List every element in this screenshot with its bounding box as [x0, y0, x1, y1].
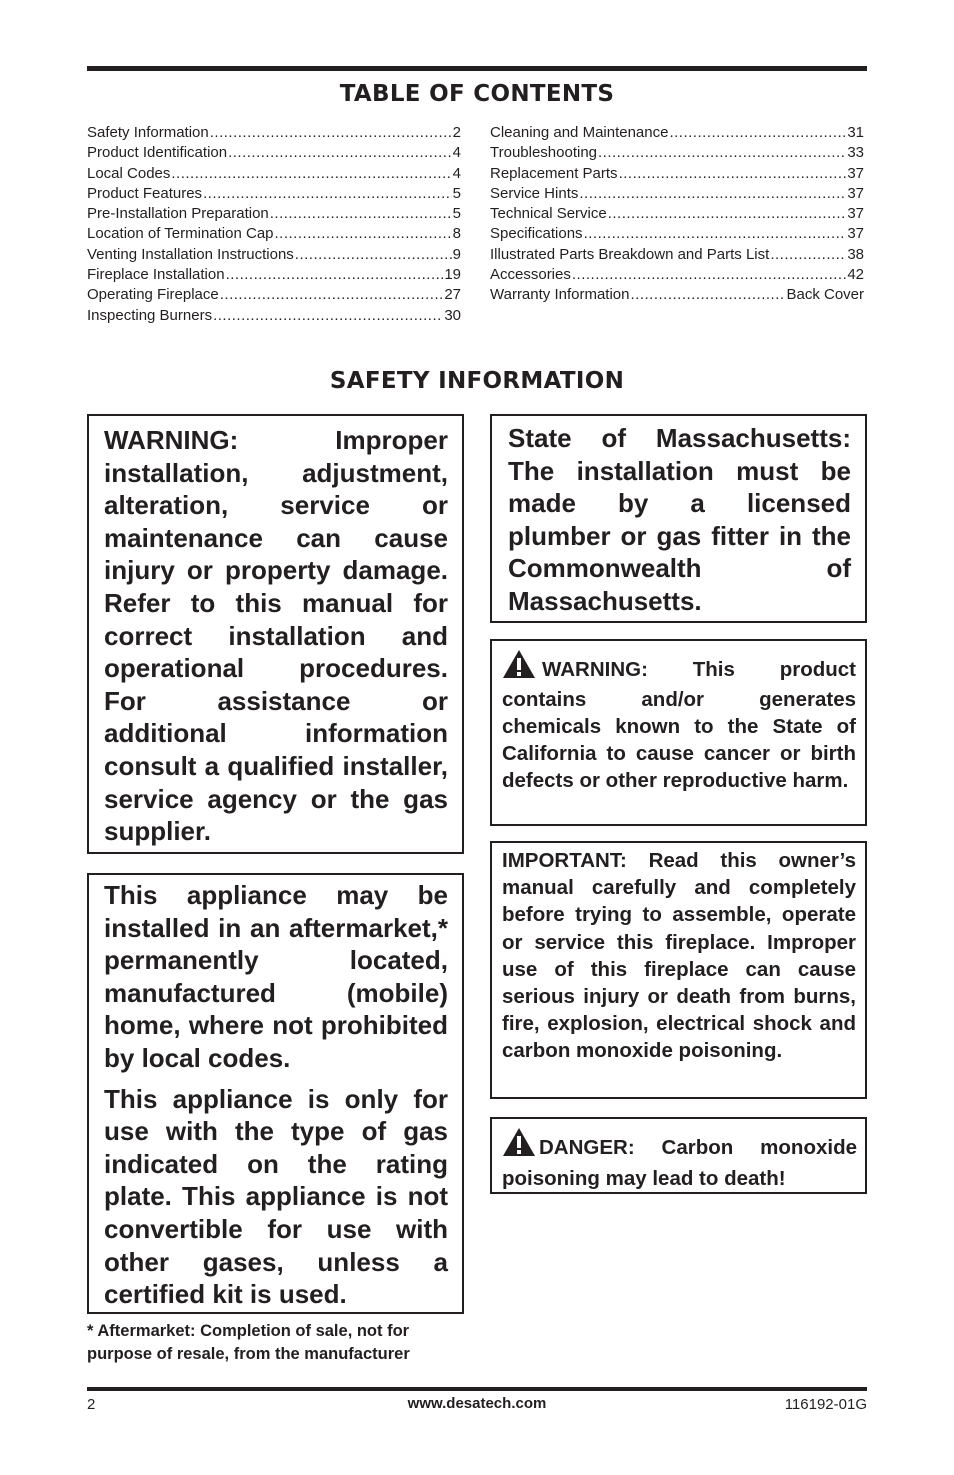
toc-entry: [87, 285, 461, 305]
toc-entry-page: 30: [444, 306, 461, 324]
toc-leader-dots: [171, 164, 451, 184]
toc-entry: [490, 285, 864, 305]
toc-entry-title: Service Hints: [490, 184, 579, 202]
danger-box: [490, 1117, 867, 1194]
bottom-rule: [87, 1387, 867, 1391]
toc-entry-page: 5: [452, 205, 461, 223]
toc-leader-dots: [275, 224, 452, 244]
toc-leader-dots: [572, 265, 846, 285]
toc-entry: [87, 204, 461, 224]
toc-right-column: [490, 123, 864, 306]
toc-leader-dots: [584, 224, 847, 244]
toc-entry-page: 19: [444, 266, 461, 284]
toc-entry-title: Venting Installation Instructions: [87, 245, 294, 263]
toc-entry-title: Safety Information: [87, 124, 209, 141]
gas-type-text: This appliance is only for use with the type of gas indicated on the rating plate. This appliance is not convertible for use with other gases, unless a certified kit is used.: [104, 1083, 448, 1310]
toc-entry: [490, 245, 864, 265]
toc-entry-title: Fireplace Installation: [87, 266, 225, 284]
toc-entry: [87, 143, 461, 163]
toc-entry-page: 5: [452, 184, 461, 202]
toc-entry-page: 38: [847, 245, 864, 263]
toc-entry-title: Troubleshooting: [490, 144, 598, 162]
toc-leader-dots: [203, 184, 452, 204]
toc-entry-title: Replacement Parts: [490, 164, 618, 182]
toc-entry-page: 2: [452, 124, 461, 141]
toc-entry-page: 31: [847, 124, 864, 141]
toc-entry-title: Inspecting Burners: [87, 306, 213, 324]
toc-leader-dots: [608, 204, 847, 224]
document-code: 116192-01G: [784, 1396, 867, 1413]
mobile-home-text: This appliance may be installed in an aftermarket,* permanently located, manufactured (mobile) home, where not prohibited by local codes.: [104, 880, 448, 1073]
toc-entry: [87, 164, 461, 184]
toc-entry: [490, 143, 864, 163]
appliance-notice-box: [87, 873, 464, 1314]
important-text: IMPORTANT: Read this owner’s manual carefully and completely before trying to assemble, operate or service this fireplace. Improper use of this fireplace can cause serious injury or death from burns, fire, explosion, electrical shock and carbon monoxide poisoning.: [502, 849, 856, 1063]
toc-leader-dots: [220, 285, 444, 305]
toc-leader-dots: [226, 265, 444, 285]
toc-leader-dots: [270, 204, 452, 224]
toc-heading: TABLE OF CONTENTS: [339, 81, 615, 107]
warning-triangle-icon: [502, 1127, 536, 1165]
california-warning-box: [490, 639, 867, 826]
toc-entry: [490, 184, 864, 204]
toc-entry-page: 33: [847, 144, 864, 162]
toc-leader-dots: [295, 245, 452, 265]
toc-leader-dots: [598, 143, 846, 163]
massachusetts-box: [490, 414, 867, 623]
toc-entry: [87, 224, 461, 244]
toc-leader-dots: [770, 245, 846, 265]
installation-warning-box: [87, 414, 464, 854]
top-rule: [87, 66, 867, 71]
toc-entry-title: Illustrated Parts Breakdown and Parts List: [490, 245, 770, 263]
toc-entry: [490, 164, 864, 184]
toc-entry: [490, 224, 864, 244]
aftermarket-footnote: * Aftermarket: Completion of sale, not for purpose of resale, from the manufacturer: [87, 1322, 410, 1363]
toc-leader-dots: [579, 184, 846, 204]
toc-entry-title: Accessories: [490, 266, 571, 284]
toc-entry-title: Product Identification: [87, 144, 228, 162]
installation-warning-text: WARNING: Improper installation, adjustment, alteration, service or maintenance can cause injury or property damage. Refer to this manual for correct installation and operational procedures. For assistance or additional information consult a qualified installer, service agency or the gas supplier.: [104, 425, 448, 847]
toc-leader-dots: [619, 164, 847, 184]
toc-entry-title: Cleaning and Maintenance: [490, 124, 669, 141]
toc-entry: [490, 204, 864, 224]
toc-entry-title: Warranty Information: [490, 286, 630, 304]
toc-entry-title: Pre-Installation Preparation: [87, 205, 269, 223]
toc-entry-page: 37: [847, 225, 864, 243]
toc-entry-title: Operating Fireplace: [87, 286, 219, 304]
toc-entry-page: 37: [847, 184, 864, 202]
toc-entry-title: Local Codes: [87, 164, 171, 182]
toc-leader-dots: [669, 123, 846, 143]
toc-entry: [87, 245, 461, 265]
toc-entry-page: 9: [452, 245, 461, 263]
toc-entry: [87, 306, 461, 326]
page-number: 2: [87, 1396, 96, 1413]
toc-entry-page: Back Cover: [786, 286, 864, 304]
toc-entry: [87, 265, 461, 285]
toc-entry-title: Product Features: [87, 184, 203, 202]
california-warning-text: WARNING: This product contains and/or generates chemicals known to the State of California to cause cancer or birth defects or other reproductive harm.: [502, 658, 856, 792]
toc-entry-page: 37: [847, 205, 864, 223]
toc-leader-dots: [228, 143, 452, 163]
toc-entry: [490, 123, 864, 143]
toc-leader-dots: [213, 306, 443, 326]
toc-entry-page: 4: [452, 144, 461, 162]
toc-entry: [490, 265, 864, 285]
footer-url: www.desatech.com: [407, 1395, 547, 1412]
toc-entry-title: Technical Service: [490, 205, 607, 223]
toc-entry-page: 8: [452, 225, 461, 243]
toc-leader-dots: [210, 123, 452, 143]
toc-entry-page: 4: [452, 164, 461, 182]
danger-text: DANGER: Carbon monoxide poisoning may lead to death!: [502, 1136, 857, 1190]
massachusetts-text: State of Massachusetts: The installation must be made by a licensed plumber or gas fitter in the Commonwealth of Massachusetts.: [508, 423, 851, 616]
toc-entry-page: 37: [847, 164, 864, 182]
toc-entry: [87, 123, 461, 143]
toc-entry-page: 42: [847, 266, 864, 284]
toc-left-column: [87, 123, 461, 326]
toc-entry: [87, 184, 461, 204]
toc-entry-title: Specifications: [490, 225, 583, 243]
warning-triangle-icon: [502, 649, 536, 686]
important-box: [490, 841, 867, 1099]
toc-leader-dots: [631, 285, 786, 305]
toc-entry-page: 27: [444, 286, 461, 304]
toc-entry-title: Location of Termination Cap: [87, 225, 274, 243]
safety-heading: SAFETY INFORMATION: [329, 368, 625, 394]
